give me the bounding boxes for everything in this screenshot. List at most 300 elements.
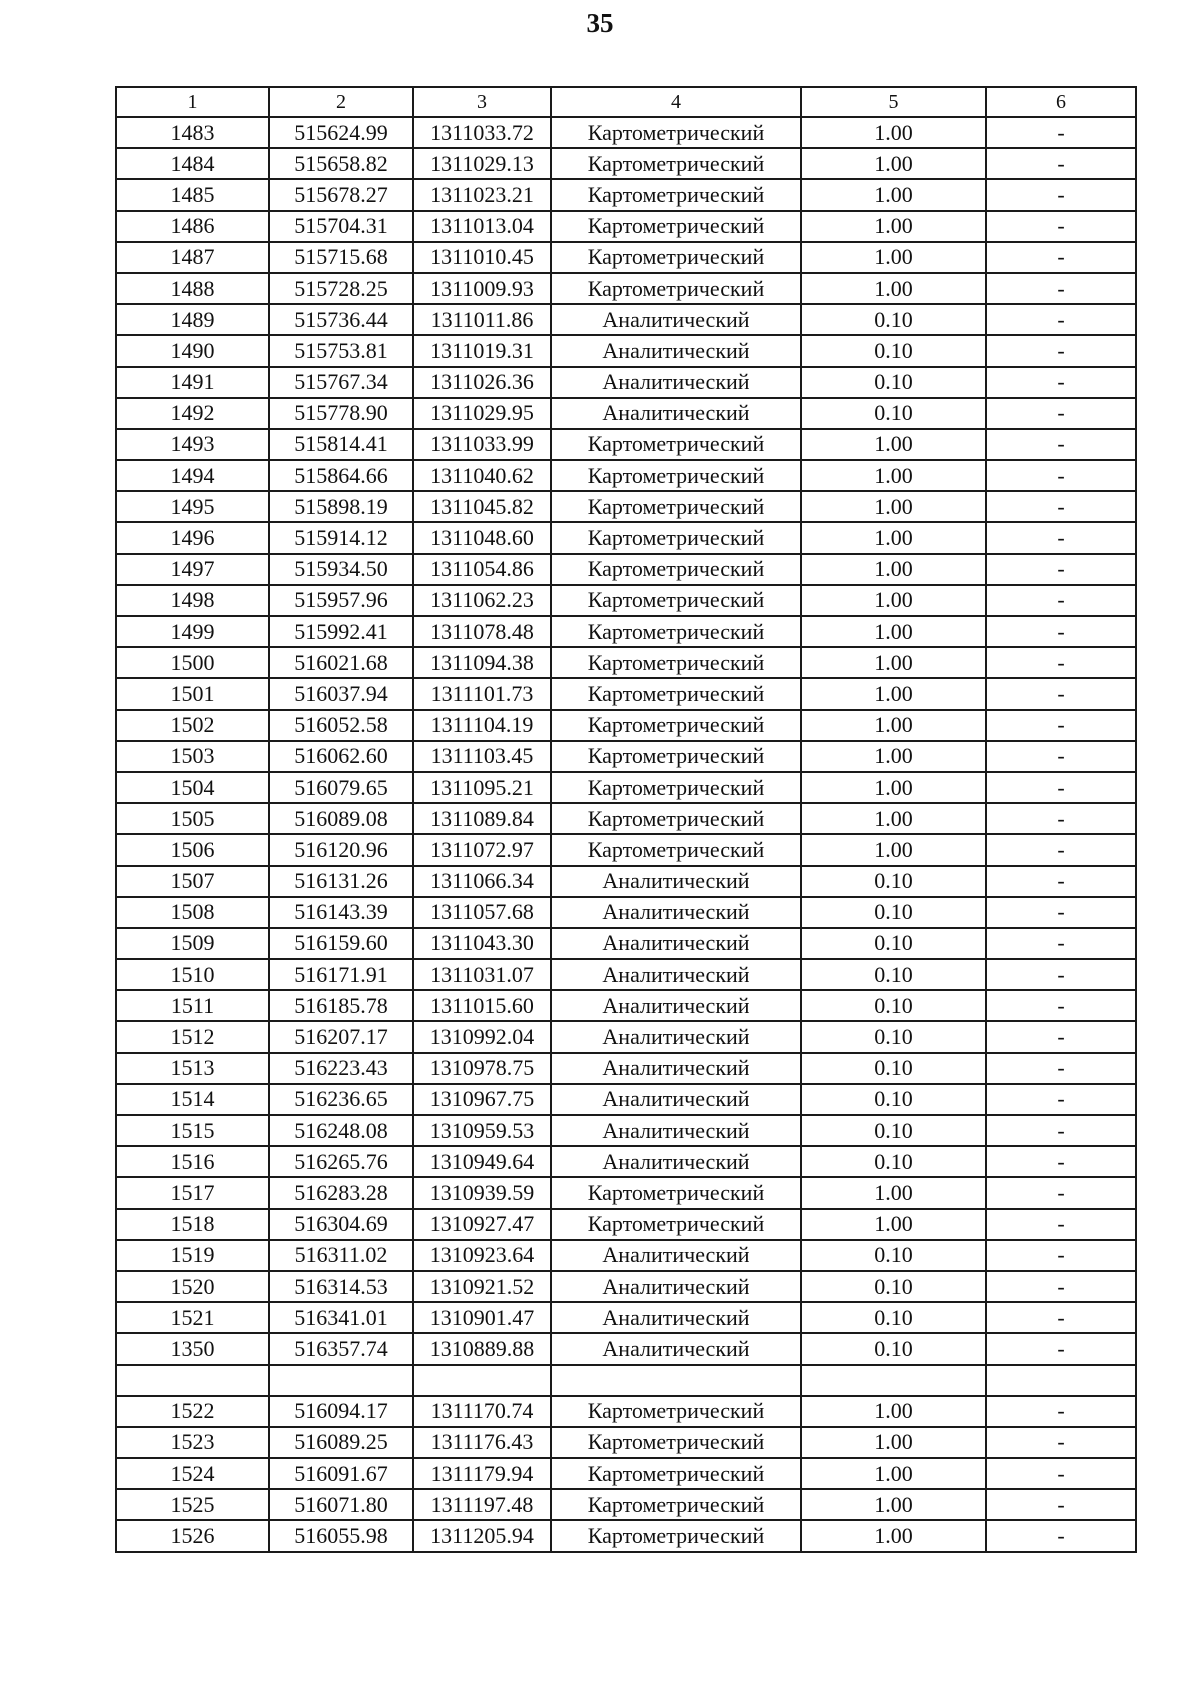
x-coordinate-cell: 516265.76 [269,1146,413,1177]
accuracy-cell: 0.10 [801,897,986,928]
accuracy-cell: 1.00 [801,554,986,585]
accuracy-cell: 0.10 [801,866,986,897]
y-coordinate-cell: 1311040.62 [413,460,551,491]
method-cell: Аналитический [551,1084,801,1115]
coordinates-table [115,86,1137,1553]
table-header-row [116,87,1136,117]
point-number-cell: 1485 [116,179,269,210]
method-cell: Картометрический [551,1520,801,1551]
x-coordinate-cell [269,1365,413,1396]
table-row [116,242,1136,273]
method-cell: Картометрический [551,460,801,491]
method-cell: Аналитический [551,1021,801,1052]
note-cell: - [986,460,1136,491]
note-cell: - [986,1177,1136,1208]
point-number-cell: 1522 [116,1396,269,1427]
table-row [116,554,1136,585]
note-cell: - [986,179,1136,210]
y-coordinate-cell: 1310967.75 [413,1084,551,1115]
method-cell: Картометрический [551,616,801,647]
x-coordinate-cell: 515728.25 [269,273,413,304]
accuracy-cell: 0.10 [801,304,986,335]
table-row [116,117,1136,148]
table-row [116,990,1136,1021]
note-cell: - [986,803,1136,834]
note-cell: - [986,1427,1136,1458]
x-coordinate-cell: 515992.41 [269,616,413,647]
accuracy-cell: 1.00 [801,1177,986,1208]
y-coordinate-cell: 1310921.52 [413,1271,551,1302]
method-cell: Картометрический [551,522,801,553]
note-cell: - [986,678,1136,709]
accuracy-cell: 1.00 [801,741,986,772]
accuracy-cell: 1.00 [801,491,986,522]
column-header: 3 [413,87,551,117]
x-coordinate-cell: 516283.28 [269,1177,413,1208]
table-row [116,460,1136,491]
y-coordinate-cell: 1311029.95 [413,398,551,429]
note-cell: - [986,866,1136,897]
accuracy-cell: 1.00 [801,522,986,553]
point-number-cell: 1517 [116,1177,269,1208]
x-coordinate-cell: 515658.82 [269,148,413,179]
note-cell: - [986,990,1136,1021]
table-row [116,772,1136,803]
point-number-cell: 1519 [116,1240,269,1271]
note-cell: - [986,1021,1136,1052]
table-row [116,1365,1136,1396]
table-row [116,710,1136,741]
accuracy-cell: 1.00 [801,803,986,834]
method-cell: Аналитический [551,1302,801,1333]
point-number-cell: 1504 [116,772,269,803]
method-cell: Картометрический [551,1396,801,1427]
method-cell: Аналитический [551,1146,801,1177]
method-cell: Картометрический [551,772,801,803]
y-coordinate-cell: 1311176.43 [413,1427,551,1458]
method-cell [551,1365,801,1396]
point-number-cell: 1516 [116,1146,269,1177]
note-cell: - [986,1489,1136,1520]
x-coordinate-cell: 516052.58 [269,710,413,741]
note-cell: - [986,367,1136,398]
column-header: 4 [551,87,801,117]
y-coordinate-cell [413,1365,551,1396]
point-number-cell: 1350 [116,1333,269,1364]
accuracy-cell: 1.00 [801,678,986,709]
note-cell: - [986,710,1136,741]
accuracy-cell: 0.10 [801,1146,986,1177]
x-coordinate-cell: 516311.02 [269,1240,413,1271]
y-coordinate-cell: 1310949.64 [413,1146,551,1177]
x-coordinate-cell: 515715.68 [269,242,413,273]
table-row [116,1458,1136,1489]
accuracy-cell: 1.00 [801,211,986,242]
y-coordinate-cell: 1311033.99 [413,429,551,460]
y-coordinate-cell: 1311026.36 [413,367,551,398]
table-row [116,1427,1136,1458]
accuracy-cell: 1.00 [801,647,986,678]
table-row [116,803,1136,834]
x-coordinate-cell: 516304.69 [269,1209,413,1240]
y-coordinate-cell: 1311197.48 [413,1489,551,1520]
accuracy-cell: 0.10 [801,959,986,990]
method-cell: Картометрический [551,117,801,148]
x-coordinate-cell: 516131.26 [269,866,413,897]
accuracy-cell: 0.10 [801,367,986,398]
x-coordinate-cell: 516062.60 [269,741,413,772]
y-coordinate-cell: 1310927.47 [413,1209,551,1240]
note-cell: - [986,398,1136,429]
y-coordinate-cell: 1311054.86 [413,554,551,585]
note-cell: - [986,1302,1136,1333]
method-cell: Аналитический [551,1053,801,1084]
x-coordinate-cell: 515767.34 [269,367,413,398]
x-coordinate-cell: 515814.41 [269,429,413,460]
table-row [116,585,1136,616]
accuracy-cell: 1.00 [801,179,986,210]
x-coordinate-cell: 516120.96 [269,834,413,865]
y-coordinate-cell: 1311029.13 [413,148,551,179]
note-cell: - [986,647,1136,678]
accuracy-cell: 1.00 [801,1209,986,1240]
point-number-cell: 1490 [116,335,269,366]
accuracy-cell: 1.00 [801,429,986,460]
x-coordinate-cell: 516341.01 [269,1302,413,1333]
y-coordinate-cell: 1310959.53 [413,1115,551,1146]
note-cell: - [986,897,1136,928]
point-number-cell: 1492 [116,398,269,429]
x-coordinate-cell: 516094.17 [269,1396,413,1427]
y-coordinate-cell: 1310978.75 [413,1053,551,1084]
accuracy-cell: 1.00 [801,1458,986,1489]
table-row [116,1396,1136,1427]
point-number-cell: 1507 [116,866,269,897]
table-row [116,616,1136,647]
accuracy-cell: 1.00 [801,1489,986,1520]
table-row [116,1021,1136,1052]
y-coordinate-cell: 1310889.88 [413,1333,551,1364]
note-cell: - [986,1115,1136,1146]
note-cell: - [986,1209,1136,1240]
point-number-cell: 1510 [116,959,269,990]
point-number-cell: 1500 [116,647,269,678]
table-row [116,1333,1136,1364]
note-cell: - [986,304,1136,335]
note-cell: - [986,616,1136,647]
note-cell: - [986,148,1136,179]
method-cell: Картометрический [551,273,801,304]
accuracy-cell: 0.10 [801,990,986,1021]
table-row [116,148,1136,179]
y-coordinate-cell: 1311009.93 [413,273,551,304]
note-cell: - [986,554,1136,585]
accuracy-cell: 1.00 [801,460,986,491]
x-coordinate-cell: 515914.12 [269,522,413,553]
point-number-cell: 1491 [116,367,269,398]
method-cell: Аналитический [551,1333,801,1364]
method-cell: Аналитический [551,866,801,897]
accuracy-cell: 0.10 [801,1021,986,1052]
column-header: 1 [116,87,269,117]
x-coordinate-cell: 516357.74 [269,1333,413,1364]
point-number-cell: 1509 [116,928,269,959]
point-number-cell: 1508 [116,897,269,928]
accuracy-cell: 0.10 [801,1333,986,1364]
table-row [116,1146,1136,1177]
note-cell: - [986,1240,1136,1271]
method-cell: Картометрический [551,678,801,709]
method-cell: Картометрический [551,1458,801,1489]
y-coordinate-cell: 1311078.48 [413,616,551,647]
method-cell: Картометрический [551,242,801,273]
note-cell: - [986,772,1136,803]
y-coordinate-cell: 1311019.31 [413,335,551,366]
note-cell: - [986,1271,1136,1302]
note-cell: - [986,242,1136,273]
method-cell: Картометрический [551,1427,801,1458]
accuracy-cell: 0.10 [801,335,986,366]
note-cell: - [986,273,1136,304]
note-cell: - [986,117,1136,148]
point-number-cell: 1520 [116,1271,269,1302]
method-cell: Аналитический [551,959,801,990]
accuracy-cell: 0.10 [801,1271,986,1302]
x-coordinate-cell: 516071.80 [269,1489,413,1520]
x-coordinate-cell: 515678.27 [269,179,413,210]
y-coordinate-cell: 1311089.84 [413,803,551,834]
note-cell: - [986,491,1136,522]
method-cell: Картометрический [551,429,801,460]
point-number-cell: 1487 [116,242,269,273]
x-coordinate-cell: 515778.90 [269,398,413,429]
method-cell: Картометрический [551,647,801,678]
accuracy-cell: 0.10 [801,1115,986,1146]
point-number-cell: 1484 [116,148,269,179]
y-coordinate-cell: 1311179.94 [413,1458,551,1489]
y-coordinate-cell: 1311101.73 [413,678,551,709]
y-coordinate-cell: 1311094.38 [413,647,551,678]
table-row [116,211,1136,242]
table-row [116,1115,1136,1146]
method-cell: Аналитический [551,1240,801,1271]
table-row [116,1084,1136,1115]
y-coordinate-cell: 1311010.45 [413,242,551,273]
column-header: 6 [986,87,1136,117]
x-coordinate-cell: 516236.65 [269,1084,413,1115]
table-body [116,117,1136,1552]
method-cell: Аналитический [551,990,801,1021]
note-cell: - [986,429,1136,460]
accuracy-cell: 1.00 [801,616,986,647]
table-row [116,1053,1136,1084]
point-number-cell: 1496 [116,522,269,553]
method-cell: Картометрический [551,554,801,585]
method-cell: Аналитический [551,398,801,429]
x-coordinate-cell: 516143.39 [269,897,413,928]
note-cell: - [986,959,1136,990]
note-cell: - [986,1146,1136,1177]
y-coordinate-cell: 1311013.04 [413,211,551,242]
point-number-cell: 1521 [116,1302,269,1333]
table-row [116,1209,1136,1240]
x-coordinate-cell: 516089.08 [269,803,413,834]
y-coordinate-cell: 1311066.34 [413,866,551,897]
table-row [116,1302,1136,1333]
x-coordinate-cell: 516091.67 [269,1458,413,1489]
table-row [116,491,1136,522]
point-number-cell: 1495 [116,491,269,522]
y-coordinate-cell: 1311104.19 [413,710,551,741]
table-row [116,335,1136,366]
x-coordinate-cell: 516079.65 [269,772,413,803]
table-row [116,522,1136,553]
x-coordinate-cell: 515898.19 [269,491,413,522]
column-header: 5 [801,87,986,117]
y-coordinate-cell: 1311011.86 [413,304,551,335]
accuracy-cell: 1.00 [801,585,986,616]
y-coordinate-cell: 1310939.59 [413,1177,551,1208]
accuracy-cell: 0.10 [801,928,986,959]
accuracy-cell: 1.00 [801,1520,986,1551]
y-coordinate-cell: 1311072.97 [413,834,551,865]
table-row [116,367,1136,398]
note-cell: - [986,741,1136,772]
y-coordinate-cell: 1311031.07 [413,959,551,990]
accuracy-cell: 0.10 [801,398,986,429]
point-number-cell: 1511 [116,990,269,1021]
x-coordinate-cell: 516055.98 [269,1520,413,1551]
accuracy-cell: 0.10 [801,1053,986,1084]
y-coordinate-cell: 1311015.60 [413,990,551,1021]
y-coordinate-cell: 1311205.94 [413,1520,551,1551]
point-number-cell: 1488 [116,273,269,304]
point-number-cell: 1493 [116,429,269,460]
note-cell [986,1365,1136,1396]
page-number: 35 [586,8,614,38]
table-row [116,429,1136,460]
x-coordinate-cell: 516207.17 [269,1021,413,1052]
method-cell: Картометрический [551,491,801,522]
point-number-cell: 1489 [116,304,269,335]
table-row [116,741,1136,772]
x-coordinate-cell: 516089.25 [269,1427,413,1458]
table-row [116,1240,1136,1271]
method-cell: Картометрический [551,803,801,834]
note-cell: - [986,1458,1136,1489]
table-row [116,179,1136,210]
accuracy-cell: 1.00 [801,1396,986,1427]
method-cell: Аналитический [551,304,801,335]
table-row [116,1520,1136,1551]
point-number-cell: 1483 [116,117,269,148]
x-coordinate-cell: 515704.31 [269,211,413,242]
accuracy-cell [801,1365,986,1396]
table-row [116,304,1136,335]
y-coordinate-cell: 1311103.45 [413,741,551,772]
table-row [116,1489,1136,1520]
point-number-cell: 1525 [116,1489,269,1520]
table-row [116,1271,1136,1302]
method-cell: Картометрический [551,585,801,616]
point-number-cell: 1498 [116,585,269,616]
x-coordinate-cell: 515864.66 [269,460,413,491]
method-cell: Картометрический [551,834,801,865]
point-number-cell: 1501 [116,678,269,709]
point-number-cell: 1526 [116,1520,269,1551]
note-cell: - [986,211,1136,242]
x-coordinate-cell: 515736.44 [269,304,413,335]
point-number-cell: 1518 [116,1209,269,1240]
method-cell: Аналитический [551,897,801,928]
x-coordinate-cell: 516314.53 [269,1271,413,1302]
accuracy-cell: 1.00 [801,834,986,865]
point-number-cell: 1494 [116,460,269,491]
x-coordinate-cell: 516223.43 [269,1053,413,1084]
x-coordinate-cell: 516185.78 [269,990,413,1021]
y-coordinate-cell: 1311062.23 [413,585,551,616]
point-number-cell: 1497 [116,554,269,585]
accuracy-cell: 1.00 [801,117,986,148]
table-row [116,1177,1136,1208]
accuracy-cell: 1.00 [801,273,986,304]
note-cell: - [986,335,1136,366]
x-coordinate-cell: 515957.96 [269,585,413,616]
note-cell: - [986,1396,1136,1427]
point-number-cell: 1502 [116,710,269,741]
method-cell: Картометрический [551,1177,801,1208]
y-coordinate-cell: 1311023.21 [413,179,551,210]
method-cell: Картометрический [551,211,801,242]
accuracy-cell: 1.00 [801,772,986,803]
method-cell: Картометрический [551,179,801,210]
y-coordinate-cell: 1311045.82 [413,491,551,522]
point-number-cell: 1514 [116,1084,269,1115]
method-cell: Аналитический [551,1271,801,1302]
table-row [116,398,1136,429]
x-coordinate-cell: 515934.50 [269,554,413,585]
method-cell: Аналитический [551,1115,801,1146]
note-cell: - [986,1520,1136,1551]
note-cell: - [986,928,1136,959]
column-header: 2 [269,87,413,117]
note-cell: - [986,585,1136,616]
point-number-cell: 1503 [116,741,269,772]
note-cell: - [986,1053,1136,1084]
note-cell: - [986,1084,1136,1115]
point-number-cell: 1506 [116,834,269,865]
y-coordinate-cell: 1311095.21 [413,772,551,803]
point-number-cell: 1499 [116,616,269,647]
point-number-cell: 1515 [116,1115,269,1146]
method-cell: Картометрический [551,1209,801,1240]
note-cell: - [986,1333,1136,1364]
point-number-cell: 1512 [116,1021,269,1052]
x-coordinate-cell: 516037.94 [269,678,413,709]
table-row [116,928,1136,959]
note-cell: - [986,522,1136,553]
point-number-cell: 1524 [116,1458,269,1489]
y-coordinate-cell: 1310992.04 [413,1021,551,1052]
x-coordinate-cell: 516248.08 [269,1115,413,1146]
accuracy-cell: 1.00 [801,1427,986,1458]
method-cell: Аналитический [551,928,801,959]
table-row [116,273,1136,304]
y-coordinate-cell: 1311033.72 [413,117,551,148]
accuracy-cell: 0.10 [801,1240,986,1271]
point-number-cell: 1523 [116,1427,269,1458]
x-coordinate-cell: 515624.99 [269,117,413,148]
